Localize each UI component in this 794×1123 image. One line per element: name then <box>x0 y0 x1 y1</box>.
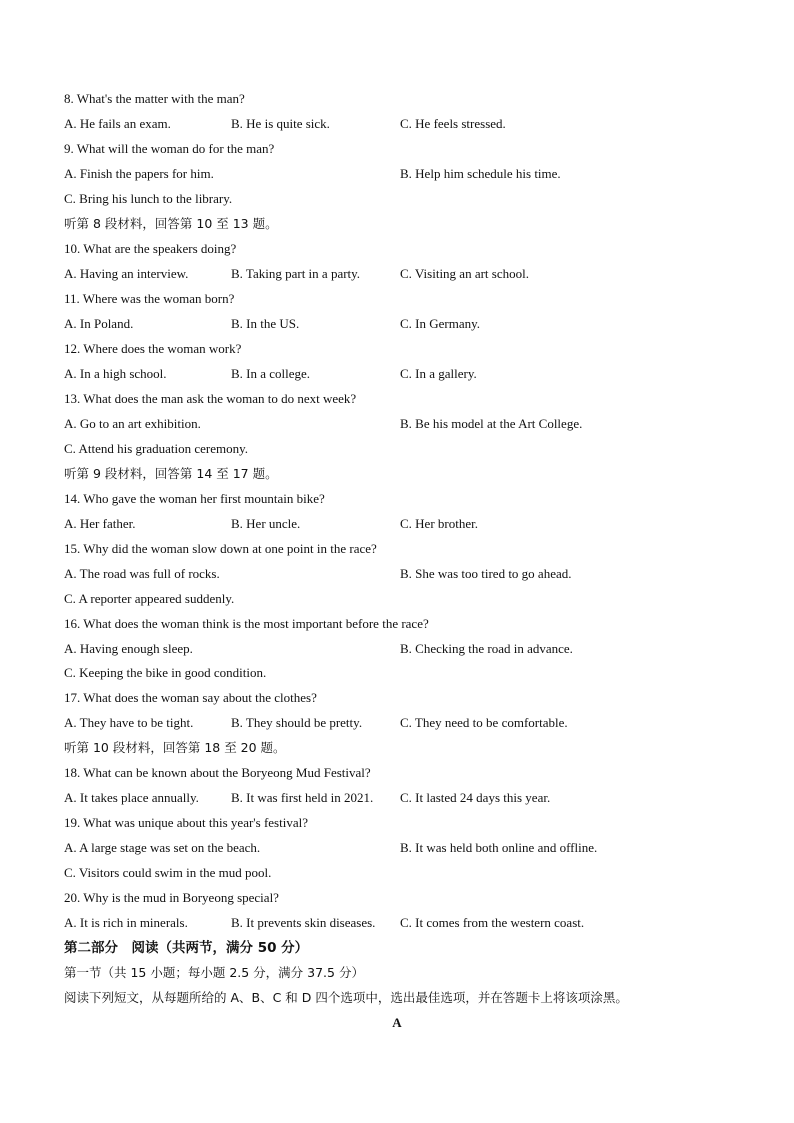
q9-option-c: C. Bring his lunch to the library. <box>64 191 233 206</box>
q20-option-a: A. It is rich in minerals. <box>64 915 188 930</box>
q20-option-c: C. It comes from the western coast. <box>400 915 585 930</box>
q14-option-c: C. Her brother. <box>400 516 478 531</box>
q18-option-b: B. It was first held in 2021. <box>231 790 374 805</box>
q17-option-b: B. They should be pretty. <box>231 715 363 730</box>
subsection-one-title: 第一节（共 15 小题；每小题 2.5 分，满分 37.5 分） <box>64 965 364 980</box>
q13-option-c: C. Attend his graduation ceremony. <box>64 441 249 456</box>
question-15: 15. Why did the woman slow down at one point in the race? <box>64 541 377 556</box>
q19-option-b: B. It was held both online and offline. <box>400 840 598 855</box>
q18-option-a: A. It takes place annually. <box>64 790 199 805</box>
q15-option-b: B. She was too tired to go ahead. <box>400 566 572 581</box>
q9-option-b: B. Help him schedule his time. <box>400 166 561 181</box>
q19-option-a: A. A large stage was set on the beach. <box>64 840 261 855</box>
q12-option-c: C. In a gallery. <box>400 366 477 381</box>
q15-option-a: A. The road was full of rocks. <box>64 566 220 581</box>
q15-option-c: C. A reporter appeared suddenly. <box>64 591 235 606</box>
q17-option-a: A. They have to be tight. <box>64 715 194 730</box>
q11-option-c: C. In Germany. <box>400 316 481 331</box>
q14-option-a: A. Her father. <box>64 516 136 531</box>
q16-option-a: A. Having enough sleep. <box>64 641 193 656</box>
q13-option-b: B. Be his model at the Art College. <box>400 416 583 431</box>
q8-option-a: A. He fails an exam. <box>64 116 171 131</box>
question-8: 8. What's the matter with the man? <box>64 91 245 106</box>
heading-material-10: 听第 10 段材料，回答第 18 至 20 题。 <box>64 740 286 755</box>
q12-option-a: A. In a high school. <box>64 366 167 381</box>
q10-option-c: C. Visiting an art school. <box>400 266 529 281</box>
q14-option-b: B. Her uncle. <box>231 516 301 531</box>
q12-option-b: B. In a college. <box>231 366 311 381</box>
q18-option-c: C. It lasted 24 days this year. <box>400 790 551 805</box>
question-18: 18. What can be known about the Boryeong Mud Festival? <box>64 765 371 780</box>
q20-option-b: B. It prevents skin diseases. <box>231 915 376 930</box>
question-14: 14. Who gave the woman her first mountain bike? <box>64 491 325 506</box>
reading-instruction: 阅读下列短文，从每题所给的 A、B、C 和 D 四个选项中，选出最佳选项，并在答题卡上将该项涂黑。 <box>64 990 628 1005</box>
heading-material-8: 听第 8 段材料，回答第 10 至 13 题。 <box>64 216 278 231</box>
q8-option-c: C. He feels stressed. <box>400 116 506 131</box>
question-17: 17. What does the woman say about the clothes? <box>64 690 317 705</box>
q16-option-c: C. Keeping the bike in good condition. <box>64 665 267 680</box>
q17-option-c: C. They need to be comfortable. <box>400 715 568 730</box>
passage-label-a: A <box>392 1015 402 1030</box>
question-13: 13. What does the man ask the woman to do next week? <box>64 391 357 406</box>
q11-option-b: B. In the US. <box>231 316 300 331</box>
part-two-title: 第二部分 阅读（共两节，满分 50 分） <box>64 940 309 956</box>
q11-option-a: A. In Poland. <box>64 316 134 331</box>
q10-option-b: B. Taking part in a party. <box>231 266 361 281</box>
question-12: 12. Where does the woman work? <box>64 341 242 356</box>
question-10: 10. What are the speakers doing? <box>64 241 237 256</box>
q8-option-b: B. He is quite sick. <box>231 116 330 131</box>
question-11: 11. Where was the woman born? <box>64 291 235 306</box>
question-9: 9. What will the woman do for the man? <box>64 141 275 156</box>
q10-option-a: A. Having an interview. <box>64 266 189 281</box>
q19-option-c: C. Visitors could swim in the mud pool. <box>64 865 272 880</box>
q16-option-b: B. Checking the road in advance. <box>400 641 573 656</box>
heading-material-9: 听第 9 段材料，回答第 14 至 17 题。 <box>64 466 278 481</box>
question-16: 16. What does the woman think is the most important before the race? <box>64 616 429 631</box>
q9-option-a: A. Finish the papers for him. <box>64 166 214 181</box>
question-19: 19. What was unique about this year's festival? <box>64 815 308 830</box>
question-20: 20. Why is the mud in Boryeong special? <box>64 890 279 905</box>
q13-option-a: A. Go to an art exhibition. <box>64 416 201 431</box>
